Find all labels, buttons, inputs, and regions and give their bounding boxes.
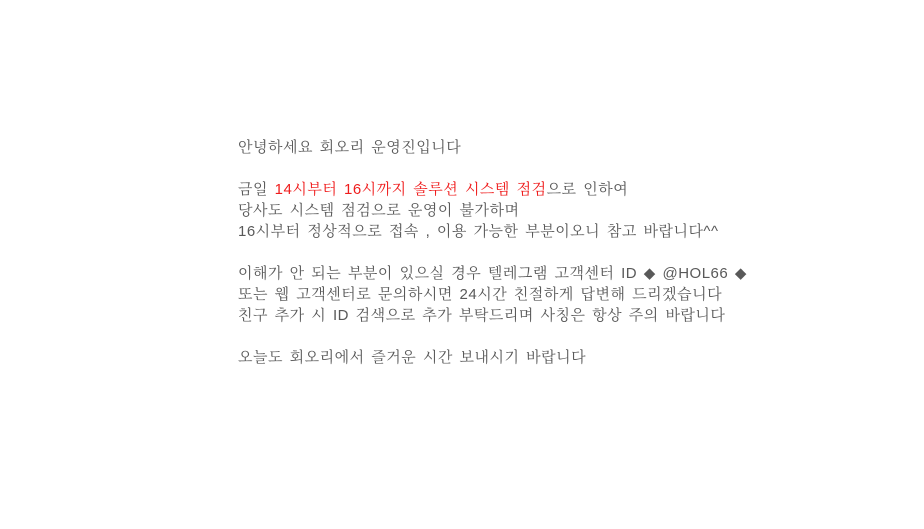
maintenance-line-1-suffix: 으로 인하여: [546, 181, 629, 198]
maintenance-schedule-highlight: 14시부터 16시까지 솔루션 시스템 점검: [274, 181, 547, 198]
support-paragraph: [238, 263, 878, 326]
maintenance-paragraph: [238, 179, 878, 242]
closing-paragraph: [238, 347, 878, 368]
maintenance-line-3: 16시부터 정상적으로 접속 , 이용 가능한 부분이오니 참고 바랍니다^^: [238, 223, 719, 240]
support-telegram-id-line: 이해가 안 되는 부분이 있으실 경우 텔레그램 고객센터 ID ◆ @HOL66 ◆: [238, 265, 747, 282]
support-web-line: 또는 웹 고객센터로 문의하시면 24시간 친절하게 답변해 드리겠습니다: [238, 286, 723, 303]
maintenance-line-1: [238, 179, 878, 200]
closing-text: 오늘도 회오리에서 즐거운 시간 보내시기 바랍니다: [238, 349, 587, 366]
maintenance-line-2: 당사도 시스템 점검으로 운영이 불가하며: [238, 202, 520, 219]
notice-body: [238, 137, 878, 389]
greeting-text: 안녕하세요 회오리 운영진입니다: [238, 139, 462, 156]
maintenance-line-1-prefix: 금일: [238, 181, 275, 198]
support-warning-line: 친구 추가 시 ID 검색으로 추가 부탁드리며 사칭은 항상 주의 바랍니다: [238, 307, 726, 324]
notice-greeting-paragraph: [238, 137, 878, 158]
